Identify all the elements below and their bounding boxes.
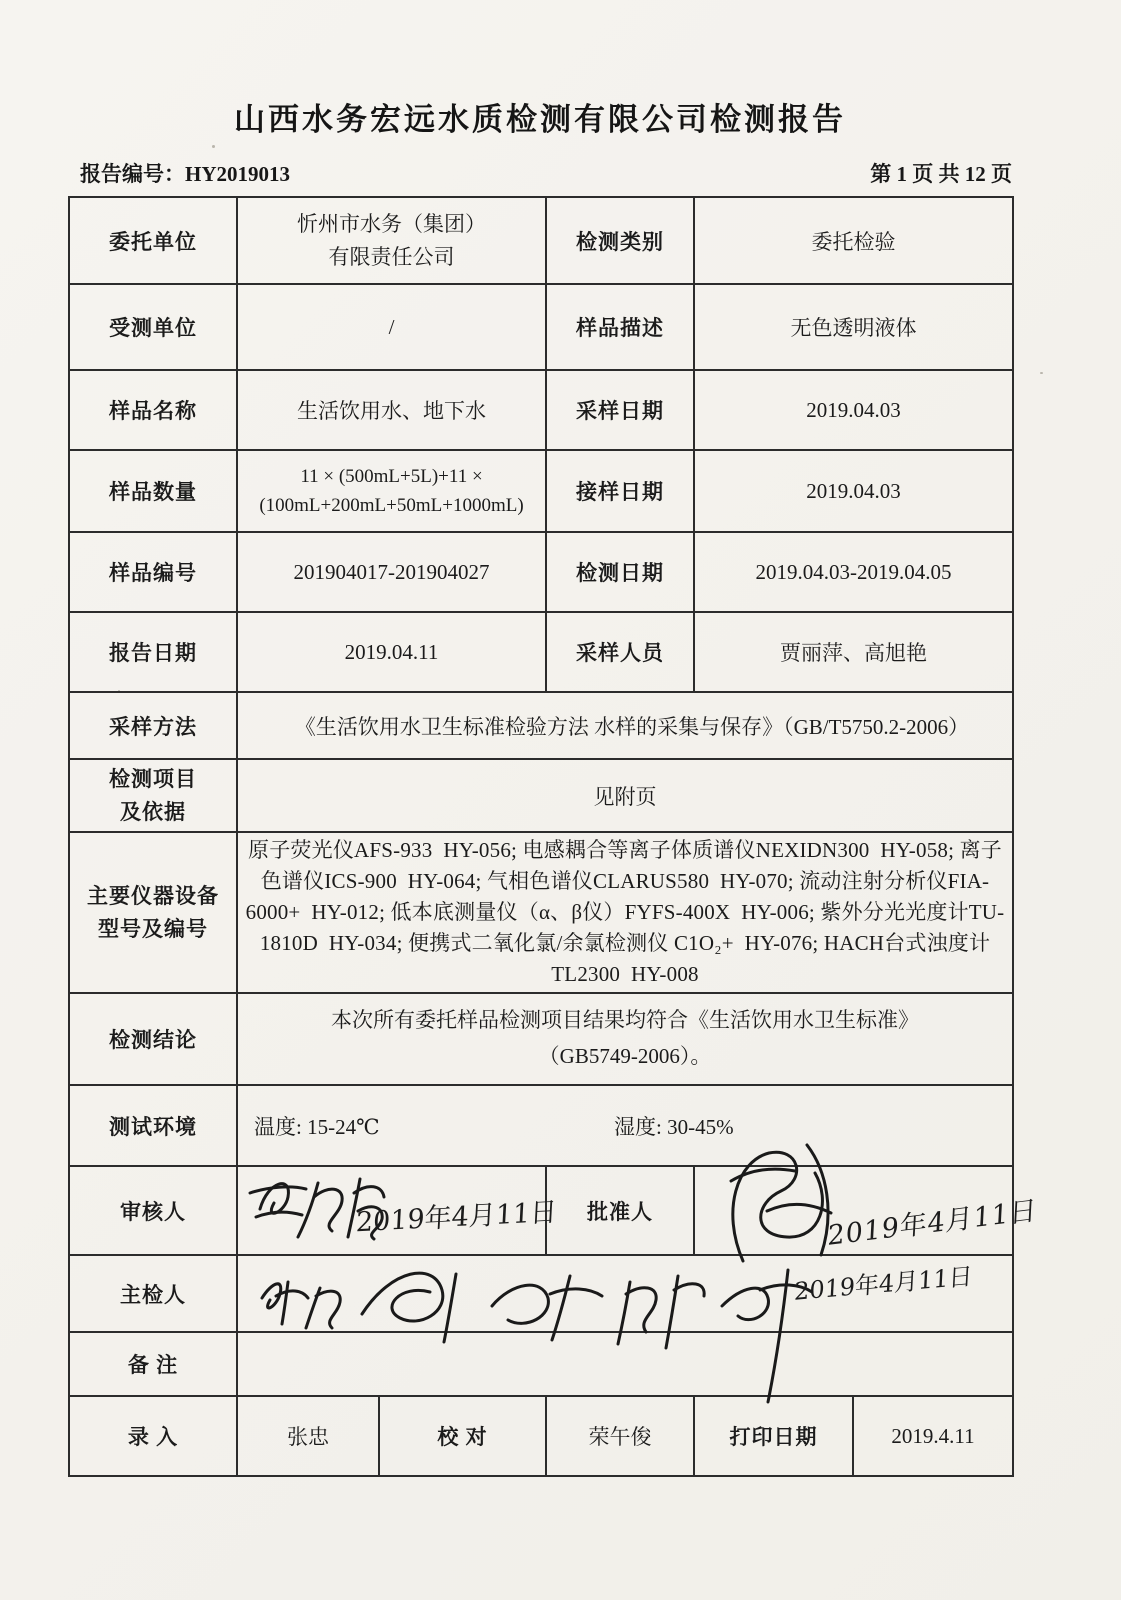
proof-label: 校 对 xyxy=(379,1396,546,1476)
proof-name: 荣午俊 xyxy=(546,1396,694,1476)
scan-speck xyxy=(212,145,215,148)
table-row xyxy=(69,532,1013,612)
items-basis-label-line2: 及依据 xyxy=(120,799,186,824)
table-row xyxy=(69,612,1013,692)
report-date-value: 2019.04.11 xyxy=(237,612,546,692)
page-indicator: 第 1 页 共 12 页 xyxy=(870,162,1012,186)
table-row xyxy=(69,450,1013,532)
sample-name-label: 样品名称 xyxy=(69,370,237,450)
test-type-value: 委托检验 xyxy=(694,197,1013,284)
client-line1: 忻州市水务（集团） xyxy=(297,211,486,236)
sample-name-value: 生活饮用水、地下水 xyxy=(237,370,546,450)
client-label: 委托单位 xyxy=(69,197,237,284)
table-row xyxy=(69,1166,1013,1255)
sample-desc-value: 无色透明液体 xyxy=(694,284,1013,370)
sampling-date-label: 采样日期 xyxy=(546,370,694,450)
page-title: 山西水务宏远水质检测有限公司检测报告 xyxy=(234,102,846,137)
chief-inspector-label: 主检人 xyxy=(69,1255,237,1332)
reviewer-date-handwritten: 2019年4月11日 xyxy=(355,1196,558,1239)
conclusion-line2: （GB5749-2006）。 xyxy=(538,1044,712,1068)
table-row xyxy=(69,759,1013,832)
conclusion-line1: 本次所有委托样品检测项目结果均符合《生活饮用水卫生标准》 xyxy=(331,1008,919,1033)
reviewer-signature-cell xyxy=(237,1166,558,1255)
environment-label: 测试环境 xyxy=(69,1085,237,1166)
report-number-value: HY2019013 xyxy=(185,162,290,186)
receive-date-label: 接样日期 xyxy=(546,450,694,532)
test-date-value: 2019.04.03-2019.04.05 xyxy=(694,532,1013,612)
tested-unit-label: 受测单位 xyxy=(69,284,237,370)
table-row xyxy=(69,692,1013,759)
instruments-label-line2: 型号及编号 xyxy=(98,916,208,941)
entry-label: 录 入 xyxy=(69,1396,237,1476)
table-row xyxy=(69,284,1013,370)
conclusion-value xyxy=(237,993,1013,1085)
instruments-label xyxy=(69,832,237,993)
remarks-label: 备 注 xyxy=(69,1332,237,1396)
scan-speck xyxy=(1040,372,1043,374)
table-row xyxy=(69,1396,1013,1476)
sample-desc-label: 样品描述 xyxy=(546,284,694,370)
items-basis-label-line1: 检测项目 xyxy=(109,766,197,791)
table-row xyxy=(69,1255,1013,1332)
sampling-method-value: 《生活饮用水卫生标准检验方法 水样的采集与保存》（GB/T5750.2-2006） xyxy=(237,692,1013,759)
chief-date-handwritten: 2019年4月11日 xyxy=(793,1262,974,1306)
temperature-value: 温度: 15-24℃ xyxy=(254,1114,380,1139)
report-meta-line xyxy=(80,158,1012,188)
print-date-value: 2019.4.11 xyxy=(853,1396,1013,1476)
entry-name: 张忠 xyxy=(237,1396,379,1476)
sample-qty-value xyxy=(237,450,546,532)
sampling-date-value: 2019.04.03 xyxy=(694,370,1013,450)
table-row xyxy=(69,197,1013,284)
table-row xyxy=(69,1085,1013,1166)
client-value xyxy=(237,197,546,284)
chief-signatures-cell xyxy=(237,1255,1013,1332)
client-line2: 有限责任公司 xyxy=(328,244,455,269)
print-date-label: 打印日期 xyxy=(694,1396,853,1476)
sampler-label: 采样人员 xyxy=(546,612,694,692)
sampler-value: 贾丽萍、高旭艳 xyxy=(694,612,1013,692)
table-row xyxy=(69,370,1013,450)
items-basis-value: 见附页 xyxy=(237,759,1013,832)
table-row xyxy=(69,832,1013,993)
instruments-label-line1: 主要仪器设备 xyxy=(87,883,219,908)
report-number xyxy=(80,158,290,188)
sample-qty-line2: (100mL+200mL+50mL+1000mL) xyxy=(259,495,524,516)
conclusion-label: 检测结论 xyxy=(69,993,237,1085)
test-type-label: 检测类别 xyxy=(546,197,694,284)
remarks-value xyxy=(237,1332,1013,1396)
instruments-value: 原子荧光仪AFS-933 HY-056; 电感耦合等离子体质谱仪NEXIDN300 HY-058; 离子色谱仪ICS-900 HY-064; 气相色谱仪CLARUS580 HY-070; 流动注射分析仪FIA-6000+ HY-012; 低本底测量仪（α、β仪）FYFS-400X HY-006; 紫外分光光度计TU-1810D HY-034; 便携式二氧化氯/余氯检测仪 C1O₂+ HY-076; HACH台式浊度计TL2300 HY-008 xyxy=(237,832,1013,993)
sampling-method-label: 采样方法 xyxy=(69,692,237,759)
reviewer-label: 审核人 xyxy=(69,1166,237,1255)
sample-qty-line1: 11 × (500mL+5L)+11 × xyxy=(300,465,483,487)
test-date-label: 检测日期 xyxy=(546,532,694,612)
items-basis-label xyxy=(69,759,237,832)
environment-value xyxy=(237,1085,1013,1166)
tested-unit-value: / xyxy=(237,284,546,370)
report-date-label: 报告日期 xyxy=(69,612,237,692)
receive-date-value: 2019.04.03 xyxy=(694,450,1013,532)
sample-no-label: 样品编号 xyxy=(69,532,237,612)
table-row xyxy=(69,993,1013,1085)
report-table xyxy=(68,196,1039,1477)
sample-no-value: 201904017-201904027 xyxy=(237,532,546,612)
table-row xyxy=(69,1332,1013,1396)
humidity-value: 湿度: 30-45% xyxy=(614,1114,734,1139)
approver-date-handwritten: 2019年4月11日 xyxy=(826,1194,1039,1253)
sample-qty-label: 样品数量 xyxy=(69,450,237,532)
approver-label: 批准人 xyxy=(546,1166,694,1255)
approver-signature-cell xyxy=(694,1166,1039,1255)
report-number-label: 报告编号： xyxy=(80,162,185,186)
